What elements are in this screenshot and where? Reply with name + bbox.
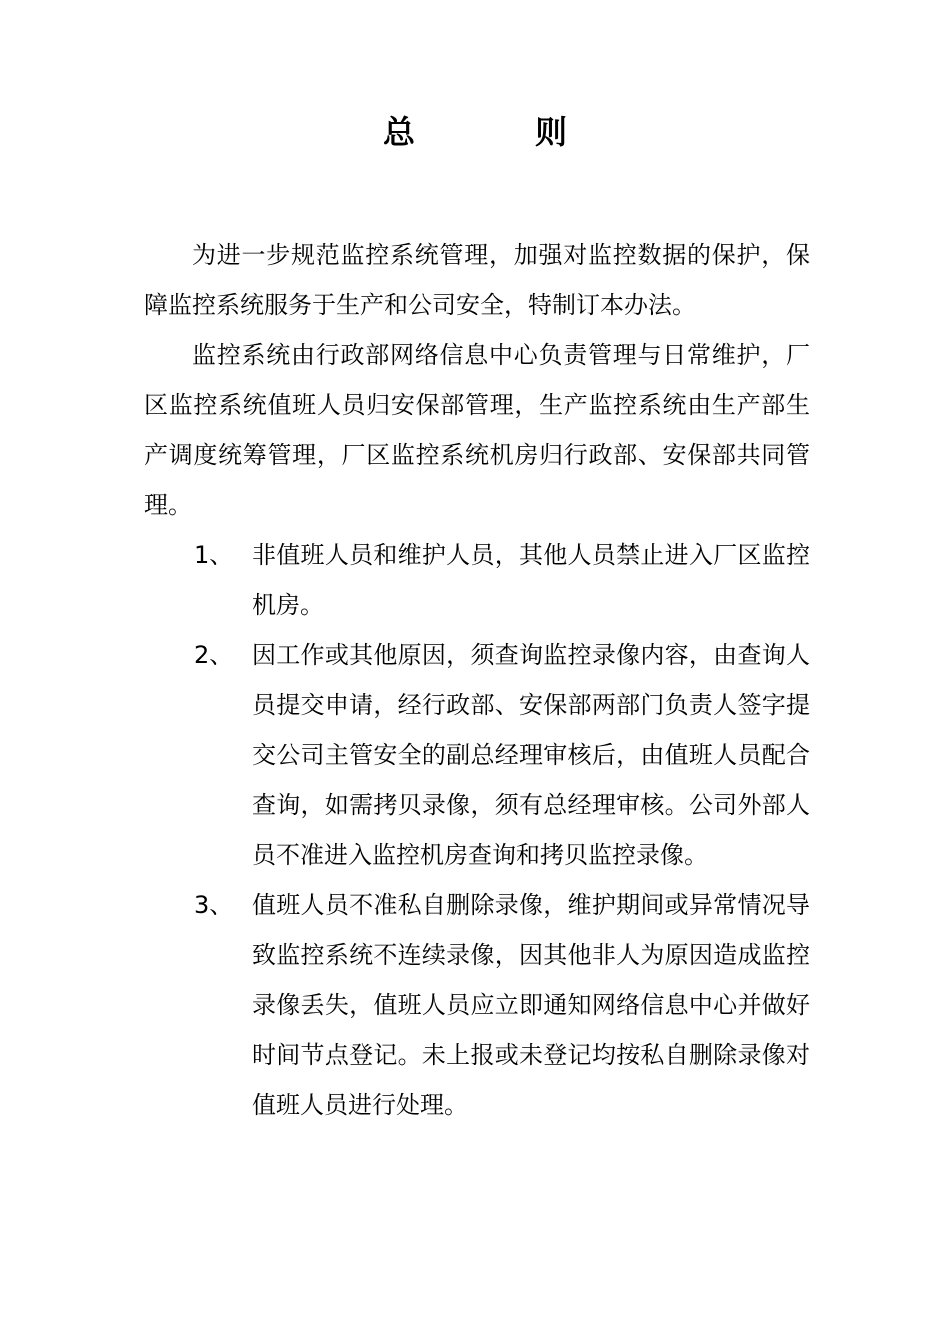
document-body [144,230,810,1130]
rule-number: 1、 [194,541,234,569]
rule-number: 2、 [194,641,234,669]
rule-item-1 [144,530,810,630]
rule-number: 3、 [194,891,234,919]
intro-paragraph: 为进一步规范监控系统管理，加强对监控数据的保护，保障监控系统服务于生产和公司安全，特制订本办法。 [144,241,810,319]
document-title: 总 则 [382,113,611,151]
rule-item-3 [144,880,810,1130]
rule-text: 非值班人员和维护人员，其他人员禁止进入厂区监控机房。 [252,541,810,619]
management-paragraph: 监控系统由行政部网络信息中心负责管理与日常维护，厂区监控系统值班人员归安保部管理，生产监控系统由生产部生产调度统筹管理，厂区监控系统机房归行政部、安保部共同管理。 [144,341,810,519]
rule-item-2 [144,630,810,880]
rule-text: 因工作或其他原因，须查询监控录像内容，由查询人员提交申请，经行政部、安保部两部门负责人签字提交公司主管安全的副总经理审核后，由值班人员配合查询，如需拷贝录像，须有总经理审核。公司外部人员不准进入监控机房查询和拷贝监控录像。 [252,641,810,869]
rule-text: 值班人员不准私自删除录像，维护期间或异常情况导致监控系统不连续录像，因其他非人为原因造成监控录像丢失，值班人员应立即通知网络信息中心并做好时间节点登记。未上报或未登记均按私自删除录像对值班人员进行处理。 [252,891,810,1119]
